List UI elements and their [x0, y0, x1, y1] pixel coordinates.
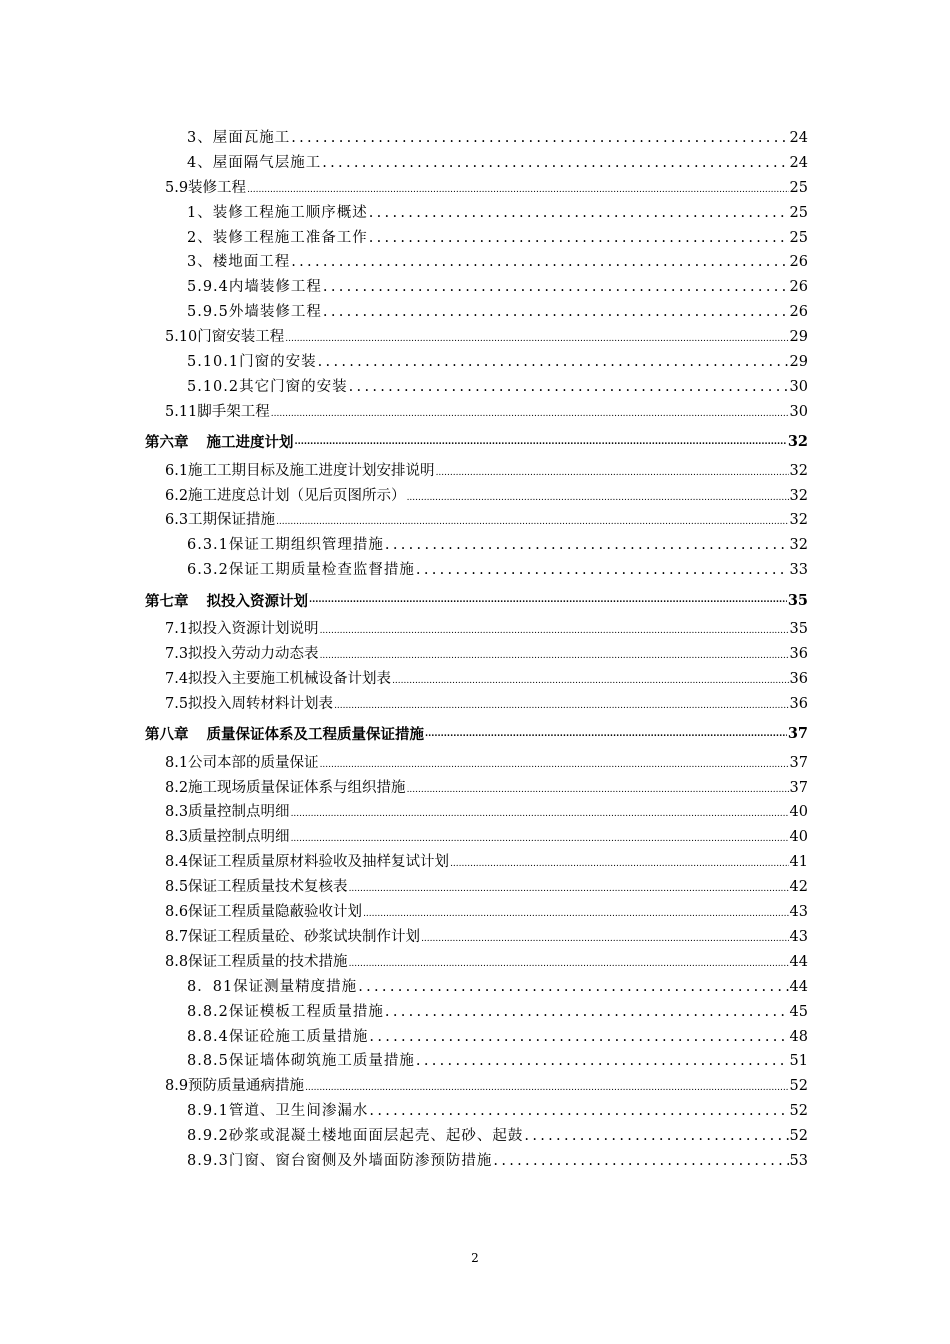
toc-entry-title: 8.4保证工程质量原材料验收及抽样复试计划: [165, 854, 450, 871]
dot-leader: [320, 651, 789, 661]
toc-entry-title: 1、装修工程施工顺序概述: [187, 204, 368, 221]
toc-page-number: 24: [789, 154, 808, 171]
toc-page-number: 25: [789, 179, 808, 196]
toc-page-number: 32: [789, 512, 808, 529]
toc-page-number: 44: [789, 978, 808, 995]
dot-leader: [349, 379, 789, 395]
toc-entry[interactable]: [145, 617, 808, 642]
toc-entry[interactable]: [145, 250, 808, 275]
dot-leader: [363, 909, 788, 919]
toc-entry-title: 8.9.1管道、卫生间渗漏水: [187, 1103, 369, 1120]
toc-entry[interactable]: [145, 1124, 808, 1149]
chapter-title: 质量保证体系及工程质量保证措施: [206, 726, 424, 744]
table-of-contents: [145, 126, 808, 1174]
toc-entry-title: 5.10.1门窗的安装: [187, 354, 317, 371]
toc-page-number: 35: [789, 621, 808, 638]
toc-page-number: 37: [787, 725, 808, 743]
chapter-title: 拟投入资源计划: [206, 592, 308, 610]
toc-page-number: 37: [789, 754, 808, 771]
toc-entry[interactable]: [145, 1074, 808, 1099]
dot-leader: [334, 701, 788, 711]
toc-entry[interactable]: [145, 533, 808, 558]
toc-entry-title: [145, 431, 294, 452]
dot-leader: [369, 1029, 788, 1045]
dot-leader: [318, 354, 789, 370]
toc-entry-title: 5.9.5外墙装修工程: [187, 304, 322, 321]
toc-page-number: 52: [789, 1078, 808, 1095]
toc-chapter-entry[interactable]: [145, 425, 808, 459]
dot-leader: [349, 884, 789, 894]
dot-leader: [291, 130, 788, 146]
toc-page-number: 32: [789, 537, 808, 554]
toc-entry-title: 8.1公司本部的质量保证: [165, 754, 319, 771]
toc-entry-title: 8.9预防质量通病措施: [165, 1078, 305, 1095]
toc-entry-title: 8.3质量控制点明细: [165, 804, 290, 821]
toc-page-number: 52: [789, 1103, 808, 1120]
toc-page-number: 32: [787, 433, 808, 451]
dot-leader: [291, 254, 788, 270]
dot-leader: [436, 468, 789, 478]
toc-entry[interactable]: [145, 900, 808, 925]
dot-leader: [305, 1083, 788, 1093]
toc-entry-title: 8.6保证工程质量隐蔽验收计划: [165, 904, 363, 921]
toc-entry-title: 3、屋面瓦施工: [187, 130, 291, 146]
toc-entry[interactable]: [145, 692, 808, 717]
toc-page-number: 44: [789, 953, 808, 970]
toc-entry-title: [145, 723, 424, 744]
toc-entry-title: 7.4拟投入主要施工机械设备计划表: [165, 670, 392, 687]
dot-leader: [323, 304, 789, 320]
dot-leader: [369, 1103, 788, 1119]
toc-entry[interactable]: [145, 176, 808, 201]
toc-page-number: 32: [789, 487, 808, 504]
toc-entry-title: 7.3拟投入劳动力动态表: [165, 646, 319, 663]
toc-entry[interactable]: [145, 950, 808, 975]
toc-entry-title: 5.9.4内墙装修工程: [187, 279, 322, 296]
toc-entry[interactable]: [145, 667, 808, 692]
toc-page-number: 36: [789, 695, 808, 712]
toc-entry-title: [145, 590, 308, 611]
toc-entry[interactable]: [145, 201, 808, 226]
toc-entry-title: 8.3质量控制点明细: [165, 829, 290, 846]
dot-leader: [369, 205, 789, 221]
toc-page-number: 24: [789, 130, 808, 146]
toc-entry[interactable]: [145, 1025, 808, 1050]
toc-entry[interactable]: [145, 508, 808, 533]
chapter-number: 第八章: [145, 726, 189, 744]
toc-page-number: 29: [789, 329, 808, 346]
toc-page-number: 33: [789, 562, 808, 579]
toc-page-number: 51: [789, 1053, 808, 1070]
dot-leader: [322, 155, 788, 171]
chapter-title: 施工进度计划: [206, 434, 294, 452]
toc-entry-title: 8.5保证工程质量技术复核表: [165, 879, 348, 896]
toc-page-number: 52: [789, 1128, 808, 1145]
toc-entry[interactable]: [145, 825, 808, 850]
dot-leader: [407, 493, 789, 503]
toc-page-number: 36: [789, 646, 808, 663]
toc-entry[interactable]: [145, 350, 808, 375]
dot-leader: [385, 1004, 789, 1020]
toc-entry[interactable]: [145, 126, 808, 151]
toc-entry[interactable]: [145, 925, 808, 950]
toc-entry-title: 8.9.3门窗、窗台窗侧及外墙面防渗预防措施: [187, 1152, 493, 1169]
toc-entry[interactable]: [145, 1049, 808, 1074]
dot-leader: [291, 834, 789, 844]
toc-entry[interactable]: [145, 800, 808, 825]
toc-entry[interactable]: [145, 484, 808, 509]
toc-page-number: 36: [789, 670, 808, 687]
dot-leader: [309, 595, 787, 605]
toc-entry[interactable]: [145, 1149, 808, 1174]
toc-entry-title: 2、装修工程施工准备工作: [187, 229, 368, 246]
dot-leader: [421, 934, 788, 944]
dot-leader: [247, 185, 788, 195]
toc-page-number: 30: [789, 378, 808, 395]
toc-entry-title: 6.2施工进度总计划（见后页图所示）: [165, 487, 406, 504]
dot-leader: [349, 959, 789, 969]
dot-leader: [295, 437, 787, 447]
toc-entry-title: 7.5拟投入周转材料计划表: [165, 695, 334, 712]
toc-page-number: 45: [789, 1003, 808, 1020]
toc-page-number: 25: [789, 204, 808, 221]
toc-entry[interactable]: [145, 642, 808, 667]
dot-leader: [285, 334, 788, 344]
toc-entry[interactable]: [145, 850, 808, 875]
dot-leader: [450, 859, 788, 869]
toc-page-number: 32: [789, 462, 808, 479]
dot-leader: [358, 979, 788, 995]
toc-entry[interactable]: [145, 226, 808, 251]
toc-chapter-entry[interactable]: [145, 583, 808, 617]
toc-page-number: 25: [789, 229, 808, 246]
toc-entry-title: 6.3.1保证工期组织管理措施: [187, 537, 384, 554]
dot-leader: [493, 1153, 788, 1169]
toc-page-number: 43: [789, 928, 808, 945]
toc-entry[interactable]: [145, 558, 808, 583]
toc-entry-title: 5.10门窗安装工程: [165, 329, 285, 346]
toc-page-number: 26: [789, 304, 808, 321]
toc-page-number: 53: [789, 1152, 808, 1169]
dot-leader: [271, 409, 789, 419]
toc-page-number: 41: [789, 854, 808, 871]
toc-entry[interactable]: [145, 375, 808, 400]
toc-page-number: 40: [789, 829, 808, 846]
toc-page-number: 48: [789, 1028, 808, 1045]
toc-entry[interactable]: [145, 1000, 808, 1025]
toc-entry[interactable]: [145, 325, 808, 350]
toc-entry[interactable]: [145, 751, 808, 776]
toc-entry-title: 8.8.4保证砼施工质量措施: [187, 1028, 369, 1045]
toc-entry-title: 6.3.2保证工期质量检查监督措施: [187, 562, 415, 579]
toc-entry-title: 8.9.2砂浆或混凝土楼地面面层起壳、起砂、起鼓: [187, 1128, 524, 1145]
toc-page-number: 40: [789, 804, 808, 821]
toc-entry-title: 8.8保证工程质量的技术措施: [165, 953, 348, 970]
toc-page-number: 35: [787, 591, 808, 609]
toc-entry[interactable]: [145, 151, 808, 176]
toc-page-number: 30: [789, 403, 808, 420]
toc-entry[interactable]: [145, 776, 808, 801]
dot-leader: [524, 1128, 788, 1144]
toc-entry[interactable]: [145, 459, 808, 484]
toc-page-number: 26: [789, 279, 808, 296]
toc-entry-title: 3、楼地面工程: [187, 254, 291, 271]
toc-entry-title: 5.11脚手架工程: [165, 403, 270, 420]
toc-entry-title: 6.3工期保证措施: [165, 512, 276, 529]
toc-entry-title: 6.1施工工期目标及施工进度计划安排说明: [165, 462, 435, 479]
toc-entry-title: 8.8.2保证模板工程质量措施: [187, 1003, 384, 1020]
toc-entry-title: 4、屋面隔气层施工: [187, 154, 322, 171]
toc-entry-title: 8．81保证测量精度措施: [187, 978, 358, 995]
toc-entry-title: 8.7保证工程质量砼、砂浆试块制作计划: [165, 928, 421, 945]
toc-entry-title: 5.9装修工程: [165, 179, 247, 196]
dot-leader: [407, 785, 789, 795]
toc-entry[interactable]: [145, 400, 808, 425]
dot-leader: [425, 729, 787, 739]
toc-entry[interactable]: [145, 875, 808, 900]
toc-page-number: 43: [789, 904, 808, 921]
toc-page-number: 29: [789, 354, 808, 371]
dot-leader: [276, 517, 788, 527]
dot-leader: [369, 230, 789, 246]
dot-leader: [385, 537, 789, 553]
dot-leader: [320, 626, 789, 636]
toc-entry[interactable]: [145, 300, 808, 325]
dot-leader: [416, 562, 789, 578]
page-number: 2: [471, 1251, 479, 1265]
toc-entry[interactable]: [145, 1099, 808, 1124]
dot-leader: [323, 279, 789, 295]
toc-entry-title: 8.8.5保证墙体砌筑施工质量措施: [187, 1053, 415, 1070]
dot-leader: [416, 1053, 789, 1069]
toc-entry-title: 8.2施工现场质量保证体系与组织措施: [165, 779, 406, 796]
toc-page-number: 37: [789, 779, 808, 796]
chapter-number: 第六章: [145, 434, 189, 452]
dot-leader: [392, 676, 788, 686]
toc-entry-title: 5.10.2其它门窗的安装: [187, 378, 348, 395]
dot-leader: [320, 760, 789, 770]
toc-page-number: 26: [789, 254, 808, 271]
toc-entry-title: 7.1拟投入资源计划说明: [165, 621, 319, 638]
toc-entry[interactable]: [145, 975, 808, 1000]
toc-page-number: 42: [789, 879, 808, 896]
toc-entry[interactable]: [145, 275, 808, 300]
dot-leader: [291, 809, 789, 819]
toc-chapter-entry[interactable]: [145, 717, 808, 751]
chapter-number: 第七章: [145, 592, 189, 610]
